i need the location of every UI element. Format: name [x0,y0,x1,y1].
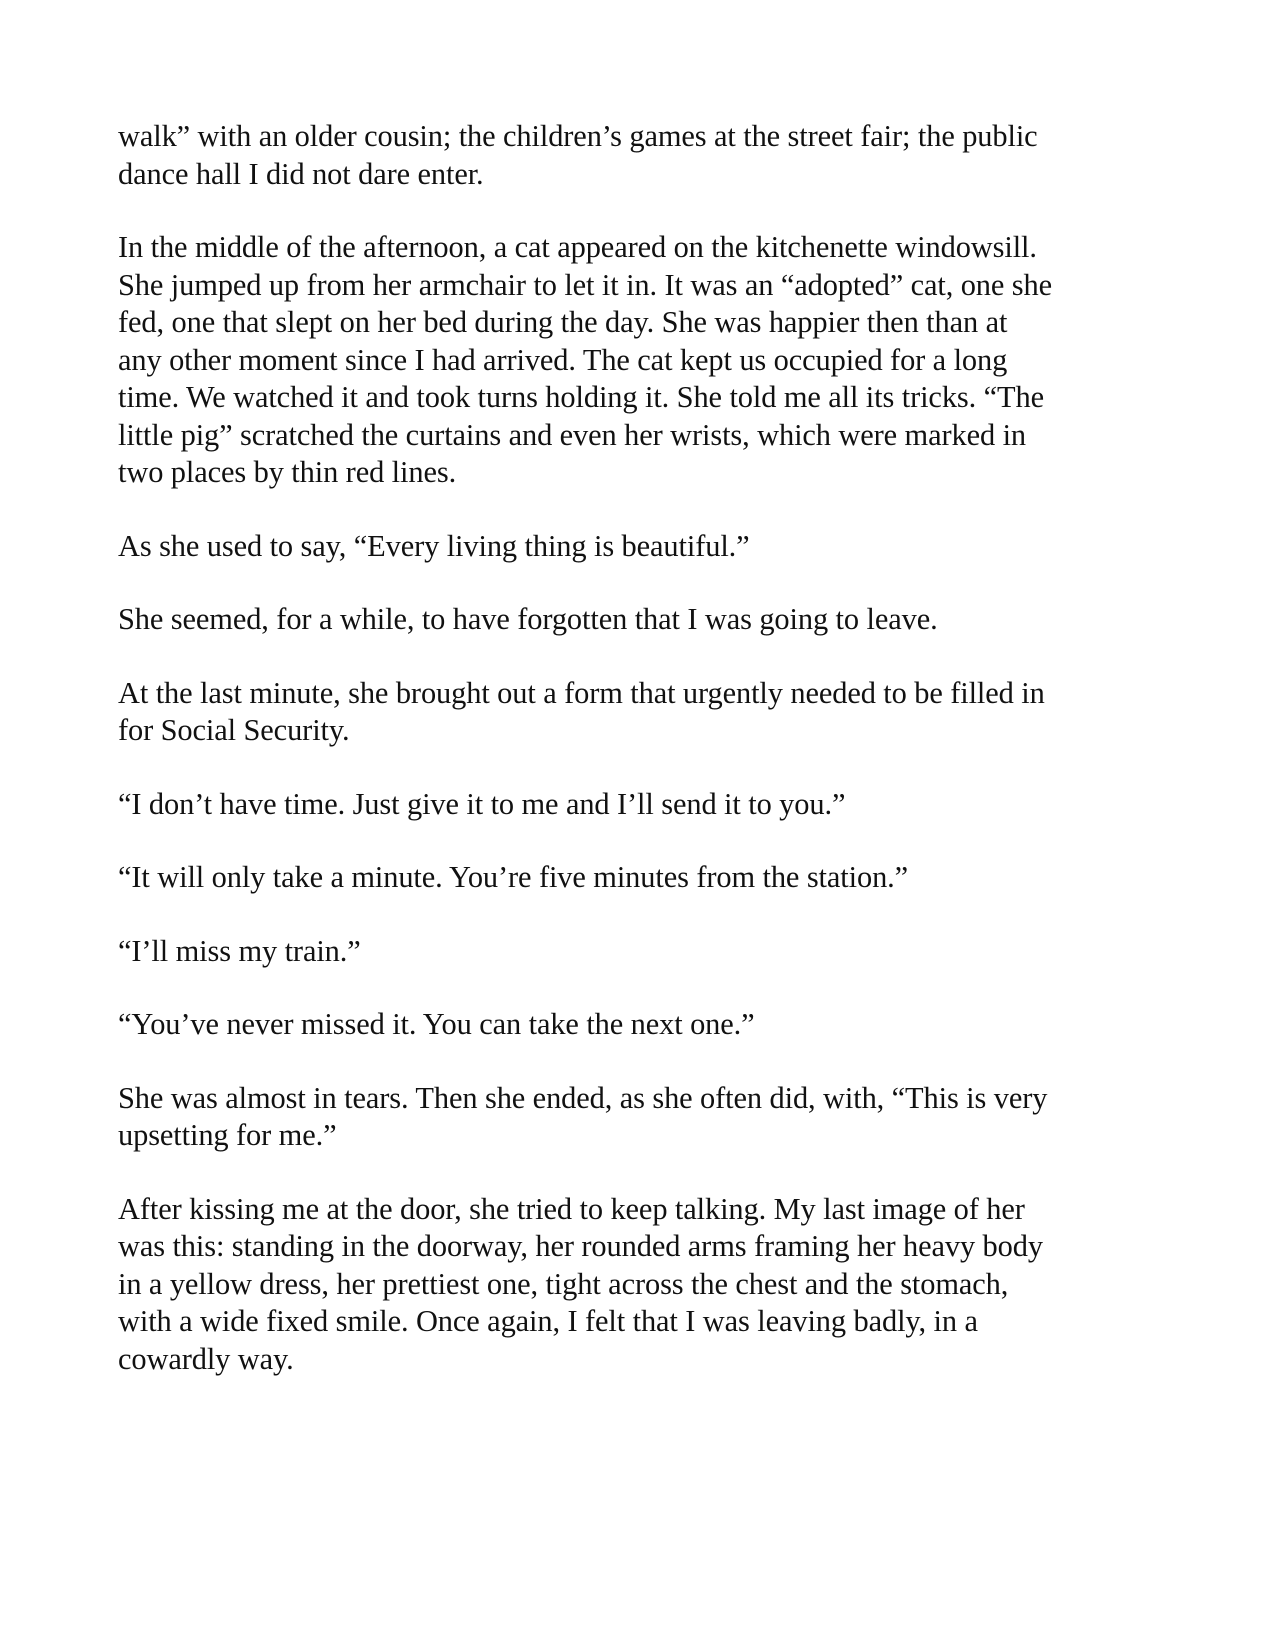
dialogue-no-time: “I don’t have time. Just give it to me and I’ll send it to you.” [118,786,846,821]
paragraph-cat: In the middle of the afternoon, a cat appeared on the kitchenette windowsill. She jumped up from her armchair to let it in. It was an “adopted” cat, one she fed, one that slept on her bed during the day. She was happier then than at any other moment since I had arrived. The cat kept us occupied for a long time. We watched it and took turns holding it. She told me all its tricks. “The little pig” scratched the curtains and even her wrists, which were marked in two places by thin red lines. [118,230,1052,489]
dialogue-one-minute: “It will only take a minute. You’re five minutes from the station.” [118,860,909,894]
paragraph-last-image: After kissing me at the door, she tried to keep talking. My last image of her was this: standing in the doorway, her rounded arms framing her heavy body in a yellow dress, her prettiest one, tight across the chest and the stomach, with a wide fixed smile. Once again, I felt that I was leaving badly, in a cowardly way. [118,1191,1043,1376]
dialogue-next-one: “You’ve never missed it. You can take the next one.” [118,1007,755,1041]
paragraph-tears: She was almost in tears. Then she ended, as she often did, with, “This is very upsetting for me.” [118,1080,1048,1152]
paragraph-form: At the last minute, she brought out a form that urgently needed to be filled in for Social Security. [118,675,1045,747]
dialogue-miss-train: “I’ll miss my train.” [118,933,361,968]
paragraph-forgotten: She seemed, for a while, to have forgotten that I was going to leave. [118,602,938,636]
paragraph-living-thing: As she used to say, “Every living thing is beautiful.” [118,528,750,563]
paragraph-street-fair: walk” with an older cousin; the children’s games at the street fair; the public dance hall I did not dare enter. [118,119,1038,191]
